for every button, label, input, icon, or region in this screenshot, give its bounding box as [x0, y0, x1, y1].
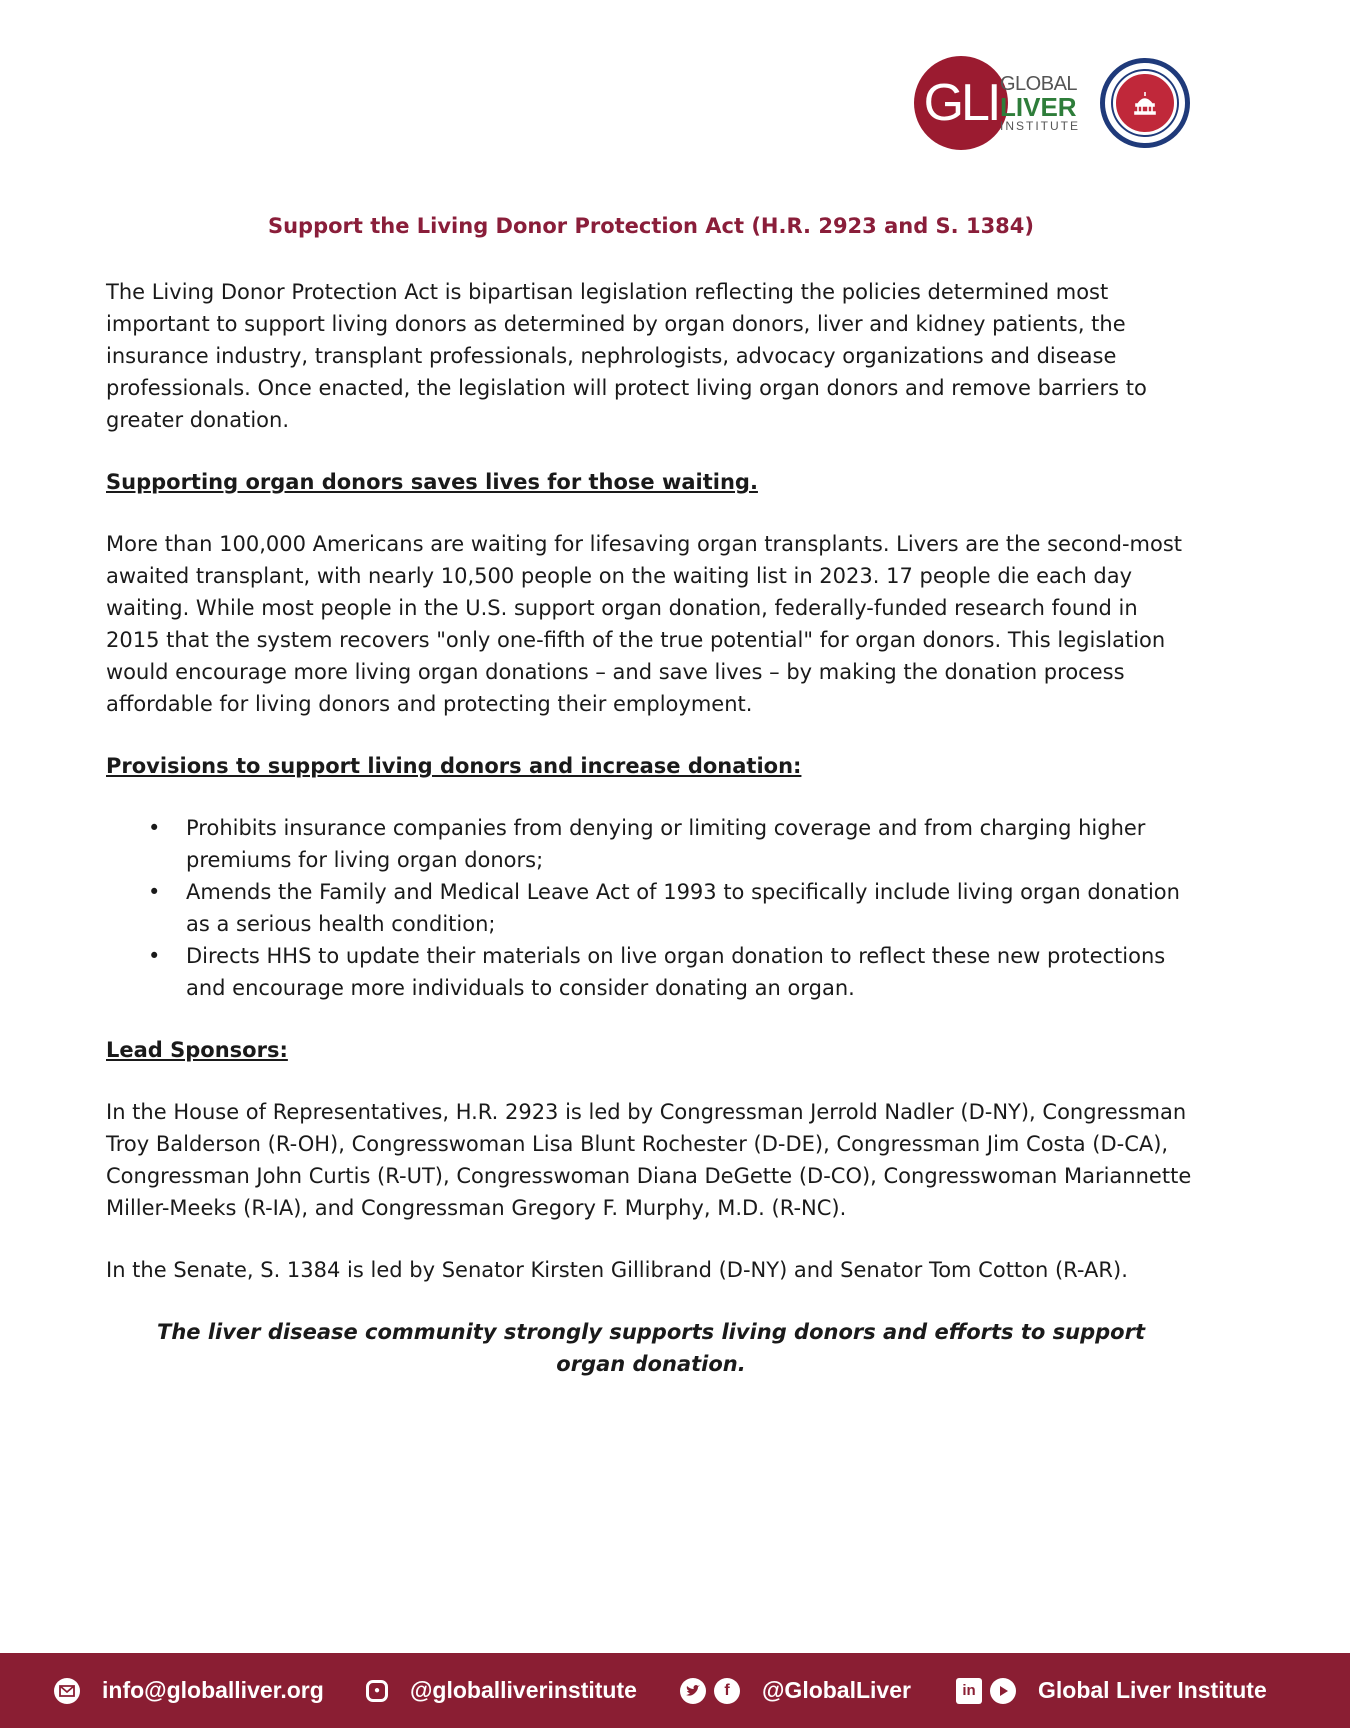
mail-icon	[54, 1678, 80, 1704]
house-sponsors-paragraph: In the House of Representatives, H.R. 2923 is led by Congressman Jerrold Nadler (D-NY), Congressman Troy Balderson (R-OH), Congresswoman Lisa Blunt Rochester (D-DE), Congressman Jim Costa (D-CA), Congressman John Curtis (R-UT), Congresswoman Diana DeGette (D-CO), Congresswoman Mariannette Miller-Meeks (R-IA), and Congressman Gregory F. Murphy, M.D. (R-NC).	[106, 1100, 1192, 1220]
intro-paragraph: The Living Donor Protection Act is bipartisan legislation reflecting the policies determined most important to support living donors as determined by organ donors, liver and kidney patients, the insurance industry, transplant professionals, nephrologists, advocacy organizations and disease professionals. Once enacted, the legislation will protect living organ donors and remove barriers to greater donation.	[106, 280, 1147, 432]
list-item: • Amends the Family and Medical Leave Act of 1993 to specifically include living organ donation as a serious health condition;	[186, 876, 1196, 940]
list-item: • Prohibits insurance companies from denying or limiting coverage and from charging higher premiums for living organ donors;	[186, 812, 1196, 876]
facebook-icon: f	[714, 1678, 740, 1704]
liver-health-policy-seal	[1100, 58, 1190, 148]
supporting-donors-paragraph: More than 100,000 Americans are waiting for lifesaving organ transplants. Livers are the second-most awaited transplant, with nearly 10,500 people on the waiting list in 2023. 17 people die each day waiting. While most people in the U.S. support organ donation, federally-funded research found in 2015 that the system recovers "only one-fifth of the true potential" for organ donors. This legislation would encourage more living organ donations – and save lives – by making the donation process affordable for living donors and protecting their employment.	[106, 532, 1183, 716]
logo-word-liver: LIVER	[1000, 92, 1077, 122]
footer-email[interactable]	[54, 1653, 324, 1728]
gli-logo-mark: GLI	[914, 56, 1008, 150]
footer-linkedin-youtube-text[interactable]: Global Liver Institute	[1038, 1677, 1267, 1703]
document-body	[106, 210, 1196, 1380]
instagram-icon: ●	[366, 1680, 388, 1702]
header-logos	[914, 56, 1190, 150]
senate-sponsors-paragraph: In the Senate, S. 1384 is led by Senator Kirsten Gillibrand (D-NY) and Senator Tom Cotton (R-AR).	[106, 1258, 1128, 1282]
global-liver-institute-logo	[914, 56, 1080, 150]
logo-word-institute: INSTITUTE	[1000, 119, 1080, 133]
section-heading-supporting-donors: Supporting organ donors saves lives for those waiting.	[106, 470, 758, 494]
logo-word-global: GLOBAL	[1000, 73, 1078, 95]
footer-twitter-facebook[interactable]	[680, 1653, 911, 1728]
twitter-icon	[680, 1678, 706, 1704]
footer-instagram-text[interactable]: @globalliverinstitute	[410, 1677, 637, 1703]
capitol-dome-icon	[1113, 71, 1177, 135]
linkedin-icon: in	[956, 1678, 982, 1704]
footer-email-text[interactable]: info@globalliver.org	[102, 1677, 324, 1703]
youtube-icon	[990, 1678, 1016, 1704]
footer-bar	[0, 1653, 1350, 1728]
list-item: • Directs HHS to update their materials on live organ donation to reflect these new protections and encourage more individuals to consider donating an organ.	[186, 940, 1196, 1004]
provisions-list	[106, 812, 1196, 1004]
footer-linkedin-youtube[interactable]	[956, 1653, 1267, 1728]
gli-logo-wordmark	[1000, 74, 1080, 132]
section-heading-lead-sponsors: Lead Sponsors:	[106, 1038, 288, 1062]
section-heading-provisions: Provisions to support living donors and increase donation:	[106, 754, 802, 778]
footer-instagram[interactable]	[366, 1653, 637, 1728]
closing-statement: The liver disease community strongly supports living donors and efforts to support organ donation.	[157, 1320, 1145, 1376]
document-title: Support the Living Donor Protection Act (H.R. 2923 and S. 1384)	[267, 214, 1035, 238]
footer-twitter-facebook-text[interactable]: @GlobalLiver	[762, 1677, 911, 1703]
